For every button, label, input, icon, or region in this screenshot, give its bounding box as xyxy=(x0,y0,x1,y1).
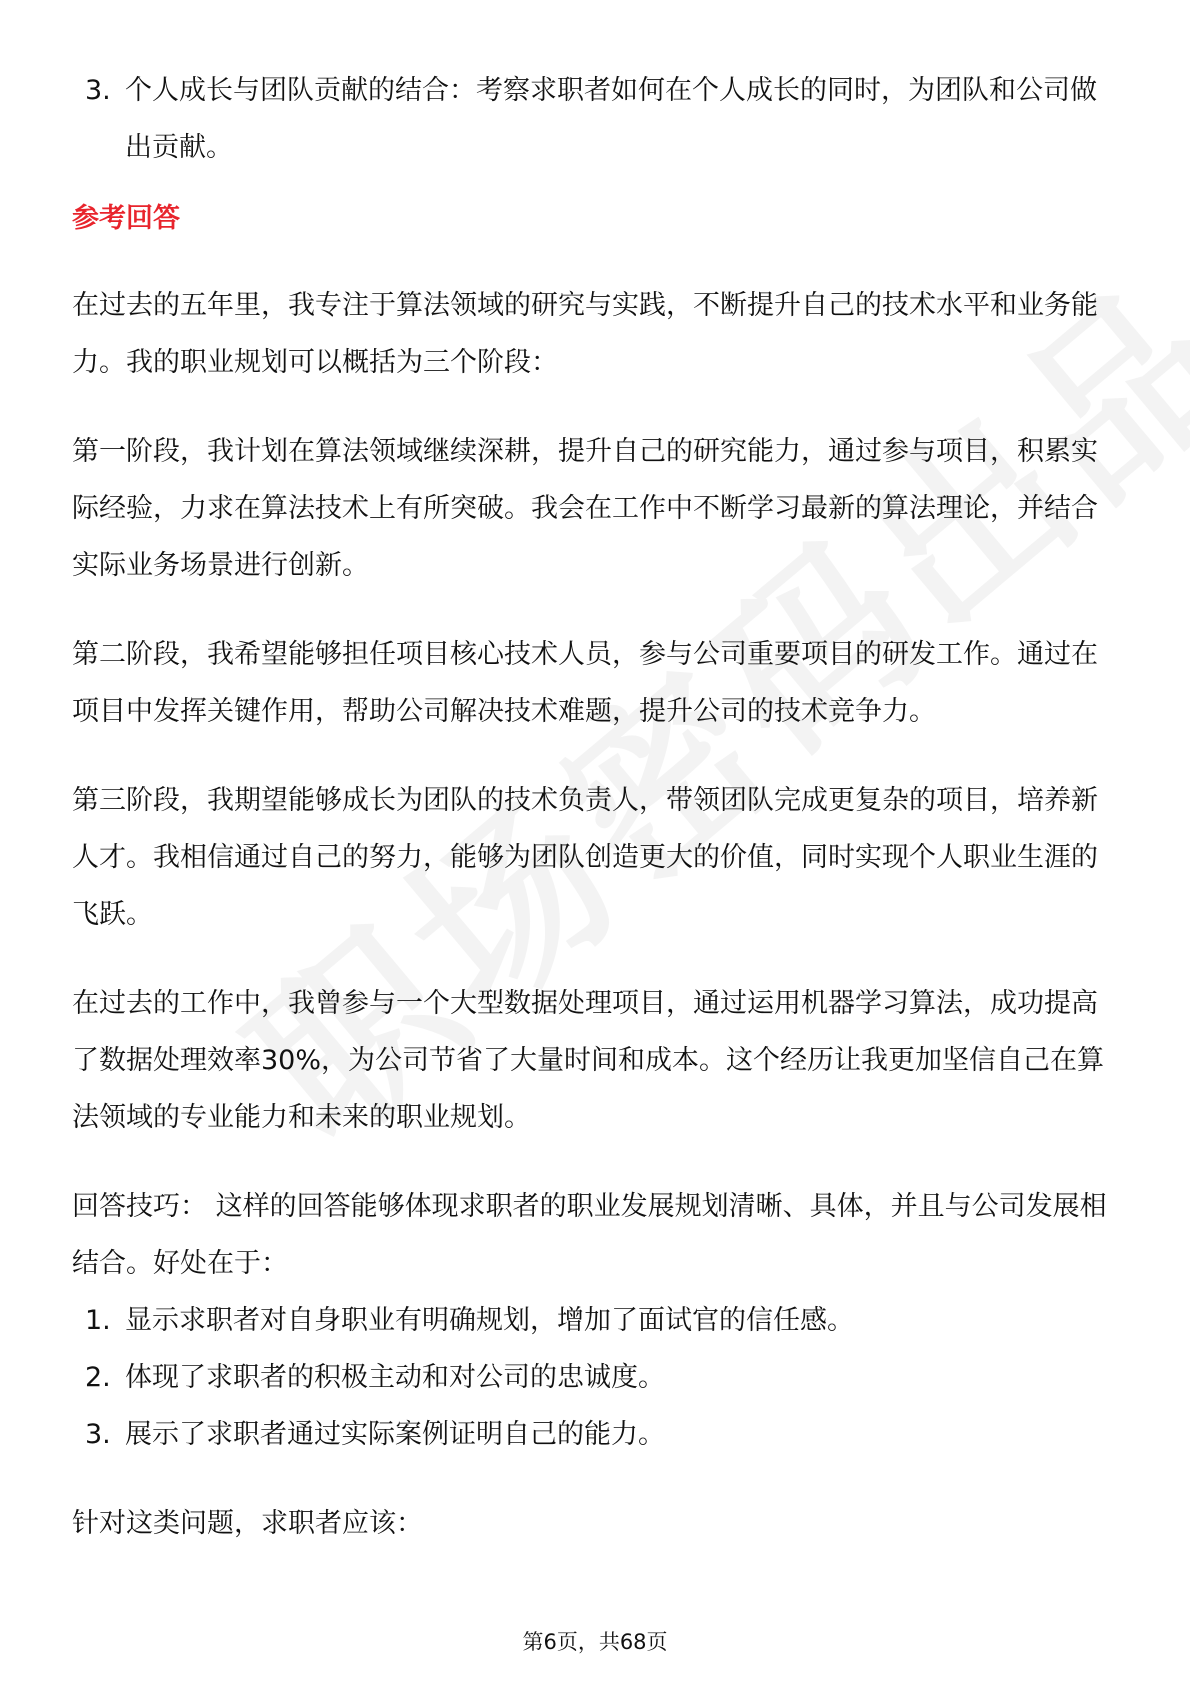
list-item xyxy=(72,1349,1122,1406)
criteria-list xyxy=(72,62,1122,176)
list-item-text: 体现了求职者的积极主动和对公司的忠诚度。 xyxy=(125,1362,665,1393)
paragraph-stage-two: 第二阶段，我希望能够担任项目核心技术人员，参与公司重要项目的研发工作。通过在项目中发挥关键作用，帮助公司解决技术难题，提升公司的技术竞争力。 xyxy=(72,639,1098,727)
paragraph-answer-tips: 回答技巧： 这样的回答能够体现求职者的职业发展规划清晰、具体，并且与公司发展相结合。好处在于： xyxy=(72,1191,1107,1279)
list-item xyxy=(72,1292,1122,1349)
list-item xyxy=(72,1406,1122,1463)
paragraph-experience: 在过去的工作中，我曾参与一个大型数据处理项目，通过运用机器学习算法，成功提高了数据处理效率30%，为公司节省了大量时间和成本。这个经历让我更加坚信自己在算法领域的专业能力和未来的职业规划。 xyxy=(72,988,1105,1133)
list-item-text: 个人成长与团队贡献的结合：考察求职者如何在个人成长的同时，为团队和公司做出贡献。 xyxy=(125,75,1097,163)
benefits-list xyxy=(72,1292,1122,1463)
page-content xyxy=(72,62,1122,1552)
paragraph-stage-one: 第一阶段，我计划在算法领域继续深耕，提升自己的研究能力，通过参与项目，积累实际经验，力求在算法技术上有所突破。我会在工作中不断学习最新的算法理论，并结合实际业务场景进行创新。 xyxy=(72,436,1098,581)
list-item-number: 2. xyxy=(85,1362,111,1393)
paragraph-closing: 针对这类问题，求职者应该： xyxy=(72,1508,423,1539)
page-footer: 第6页，共68页 xyxy=(522,1630,668,1654)
paragraph-stage-three: 第三阶段，我期望能够成长为团队的技术负责人，带领团队完成更复杂的项目，培养新人才。我相信通过自己的努力，能够为团队创造更大的价值，同时实现个人职业生涯的飞跃。 xyxy=(72,785,1098,930)
section-heading: 参考回答 xyxy=(72,203,180,234)
list-item-number: 3. xyxy=(85,75,111,106)
list-item-number: 1. xyxy=(85,1305,111,1336)
list-item xyxy=(72,62,1122,176)
list-item-text: 显示求职者对自身职业有明确规划，增加了面试官的信任感。 xyxy=(125,1305,854,1336)
list-item-text: 展示了求职者通过实际案例证明自己的能力。 xyxy=(125,1419,665,1450)
paragraph-intro: 在过去的五年里，我专注于算法领域的研究与实践，不断提升自己的技术水平和业务能力。我的职业规划可以概括为三个阶段： xyxy=(72,290,1098,378)
list-item-number: 3. xyxy=(85,1419,111,1450)
